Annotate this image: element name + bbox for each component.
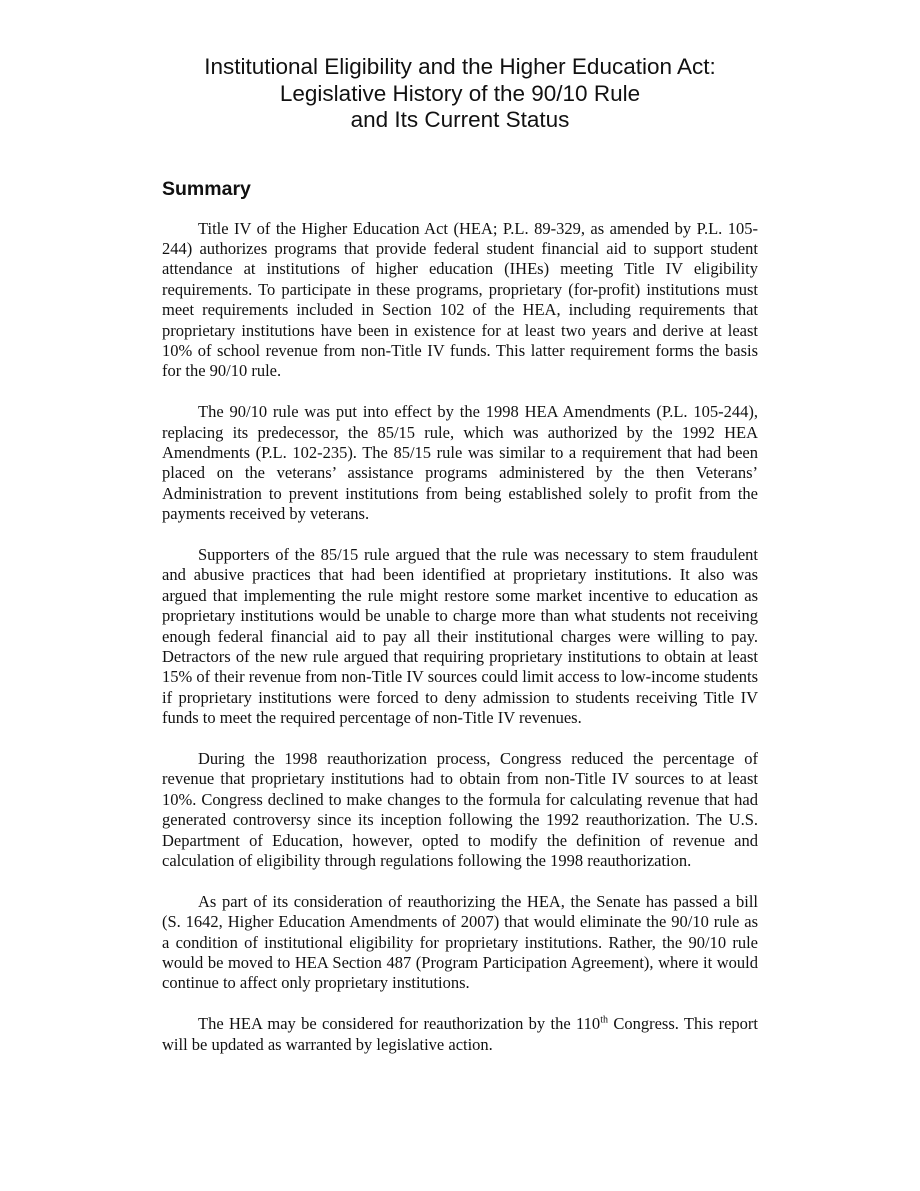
report-title-line-2: Legislative History of the 90/10 Rule [279, 80, 641, 106]
report-title-line-3: and Its Current Status [350, 107, 570, 132]
summary-paragraph-1: Title IV of the Higher Education Act (HEA; P.L. 89-329, as amended by P.L. 105-244) authorizes programs that provide federal student financial aid to support student attendance at institutions of higher education (IHEs) meeting Title IV eligibility requirements. To participate in these programs, proprietary (for-profit) institutions must meet requirements included in Section 102 of the HEA, including requirements that proprietary institutions have been in existence for at least two years and derive at least 10% of school revenue from non-Title IV funds. This latter requirement forms the basis for the 90/10 rule. [162, 218, 758, 381]
paragraph-6-text-end: Congress. This report will be updated as warranted by legislative action. [162, 1014, 758, 1054]
summary-paragraph-2: The 90/10 rule was put into effect by the 1998 HEA Amendments (P.L. 105-244), replacing its predecessor, the 85/15 rule, which was authorized by the 1992 HEA Amendments (P.L. 102-235). The 85/15 rule was similar to a requirement that had been placed on the veterans’ assistance programs administered by the then Veterans’ Administration to prevent institutions from being established solely to profit from the payments received by veterans. [162, 402, 758, 524]
summary-body [162, 219, 758, 1056]
ordinal-superscript: th [600, 1014, 608, 1026]
summary-paragraph-3: Supporters of the 85/15 rule argued that the rule was necessary to stem fraudulent and abusive practices that had been identified at proprietary institutions. It also was argued that implementing the rule might restore some market incentive to education as proprietary institutions would be unable to charge more than what students not receiving enough federal financial aid to pay all their institutional charges were willing to pay. Detractors of the new rule argued that requiring proprietary institutions to obtain at least 15% of their revenue from non-Title IV sources could limit access to low-income students if proprietary institutions were forced to deny admission to students receiving Title IV funds to meet the required percentage of non-Title IV revenues. [162, 544, 758, 728]
report-title-line-1: Institutional Eligibility and the Higher Education Act: [204, 54, 716, 79]
summary-heading: Summary [162, 177, 251, 200]
summary-paragraph-6 [162, 1014, 758, 1055]
paragraph-6-text-start: The HEA may be considered for reauthorization by the 110 [198, 1014, 601, 1034]
summary-paragraph-5: As part of its consideration of reauthorizing the HEA, the Senate has passed a bill (S. 1642, Higher Education Amendments of 2007) that would eliminate the 90/10 rule as a condition of institutional eligibility for proprietary institutions. Rather, the 90/10 rule would be moved to HEA Section 487 (Program Participation Agreement), where it would continue to affect only proprietary institutions. [162, 891, 758, 993]
summary-paragraph-4: During the 1998 reauthorization process, Congress reduced the percentage of revenue that proprietary institutions had to obtain from non-Title IV sources to at least 10%. Congress declined to make changes to the formula for calculating revenue that had generated controversy since its inception following the 1992 reauthorization. The U.S. Department of Education, however, opted to modify the definition of revenue and calculation of eligibility through regulations following the 1998 reauthorization. [162, 749, 758, 871]
report-title [162, 54, 758, 134]
report-content [162, 54, 758, 1075]
